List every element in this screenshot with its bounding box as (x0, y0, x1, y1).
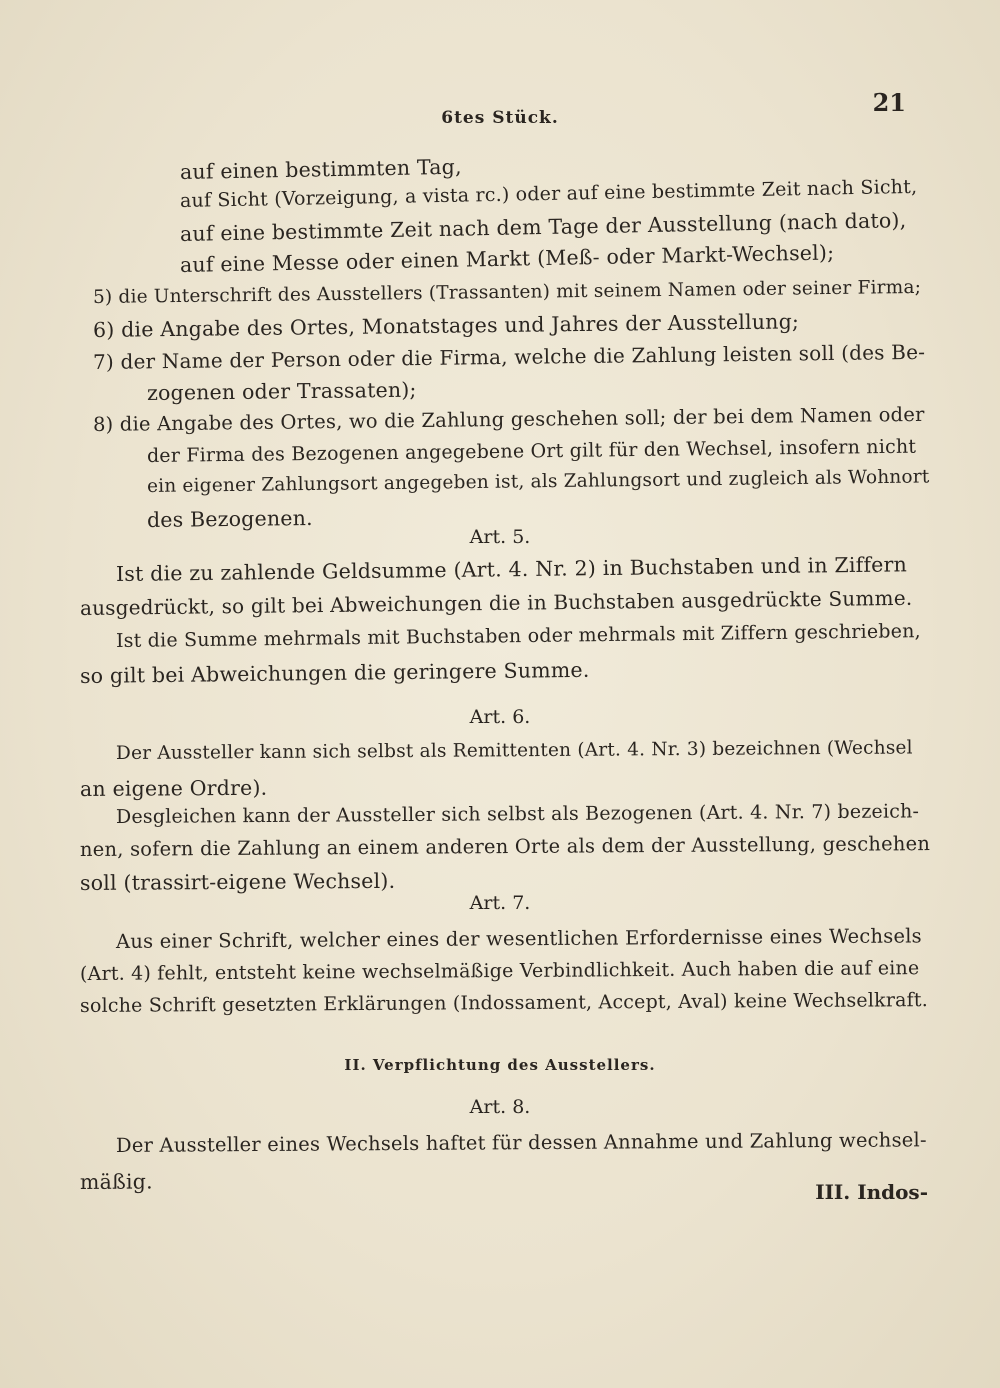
text-line: (Art. 4) fehlt, entsteht keine wechselmäßige Verbindlichkeit. Auch haben die auf eine (79, 957, 920, 985)
article-heading-7: Art. 7. (469, 892, 531, 914)
text-line: auf eine Messe oder einen Markt (Meß- oder Markt-Wechsel); (179, 240, 835, 277)
text-line: an eigene Ordre). (79, 775, 268, 801)
text-line: Ist die zu zahlende Geldsumme (Art. 4. Nr. 2) in Buchstaben und in Ziffern (115, 552, 908, 586)
text-line: auf einen bestimmten Tag, (179, 154, 462, 184)
list-item-6: 6) die Angabe des Ortes, Monatstages und Jahres der Ausstellung; (92, 309, 800, 342)
text-line: ausgedrückt, so gilt bei Abweichungen die in Buchstaben ausgedrückte Summe. (79, 585, 913, 620)
text-line: Der Aussteller kann sich selbst als Remittenten (Art. 4. Nr. 3) bezeichnen (Wechsel (115, 737, 913, 764)
text-line: solche Schrift gesetzten Erklärungen (Indossament, Accept, Aval) keine Wechselkraft. (79, 989, 928, 1017)
text-line: so gilt bei Abweichungen die geringere Summe. (79, 657, 590, 688)
list-item-5: 5) die Unterschrift des Ausstellers (Trassanten) mit seinem Namen oder seiner Firma; (92, 276, 922, 308)
text-line: soll (trassirt-eigene Wechsel). (79, 868, 396, 895)
text-line: des Bezogenen. (146, 505, 313, 532)
text-line: Desgleichen kann der Aussteller sich selbst als Bezogenen (Art. 4. Nr. 7) bezeich- (115, 800, 920, 828)
article-heading-8: Art. 8. (469, 1096, 531, 1118)
text-line: ein eigener Zahlungsort angegeben ist, als Zahlungsort und zugleich als Wohnort (146, 466, 930, 497)
article-heading-5: Art. 5. (469, 526, 531, 548)
text-line: Ist die Summe mehrmals mit Buchstaben oder mehrmals mit Ziffern geschrieben, (115, 620, 921, 652)
text-line: auf eine bestimmte Zeit nach dem Tage der Ausstellung (nach dato), (179, 208, 907, 246)
page-number: 21 (872, 88, 906, 117)
text-line: mäßig. (79, 1169, 153, 1194)
text-line: der Firma des Bezogenen angegebene Ort gilt für den Wechsel, insofern nicht (146, 435, 917, 467)
text-line: zogenen oder Trassaten); (146, 377, 417, 405)
catchword: III. Indos- (815, 1180, 928, 1204)
text-line: Aus einer Schrift, welcher eines der wesentlichen Erfordernisse eines Wechsels (115, 924, 922, 953)
text-line: Der Aussteller eines Wechsels haftet für dessen Annahme und Zahlung wechsel- (115, 1128, 927, 1157)
list-item-8: 8) die Angabe des Ortes, wo die Zahlung geschehen soll; der bei dem Namen oder (92, 402, 925, 436)
running-title: 6tes Stück. (441, 108, 559, 128)
list-item-7: 7) der Name der Person oder die Firma, welche die Zahlung leisten soll (des Be- (92, 339, 926, 374)
section-heading: II. Verpflichtung des Ausstellers. (344, 1056, 656, 1074)
text-line: auf Sicht (Vorzeigung, a vista rc.) oder auf eine bestimmte Zeit nach Sicht, (179, 175, 918, 212)
article-heading-6: Art. 6. (469, 706, 531, 728)
text-line: nen, sofern die Zahlung an einem anderen Orte als dem der Ausstellung, geschehen (79, 832, 931, 861)
